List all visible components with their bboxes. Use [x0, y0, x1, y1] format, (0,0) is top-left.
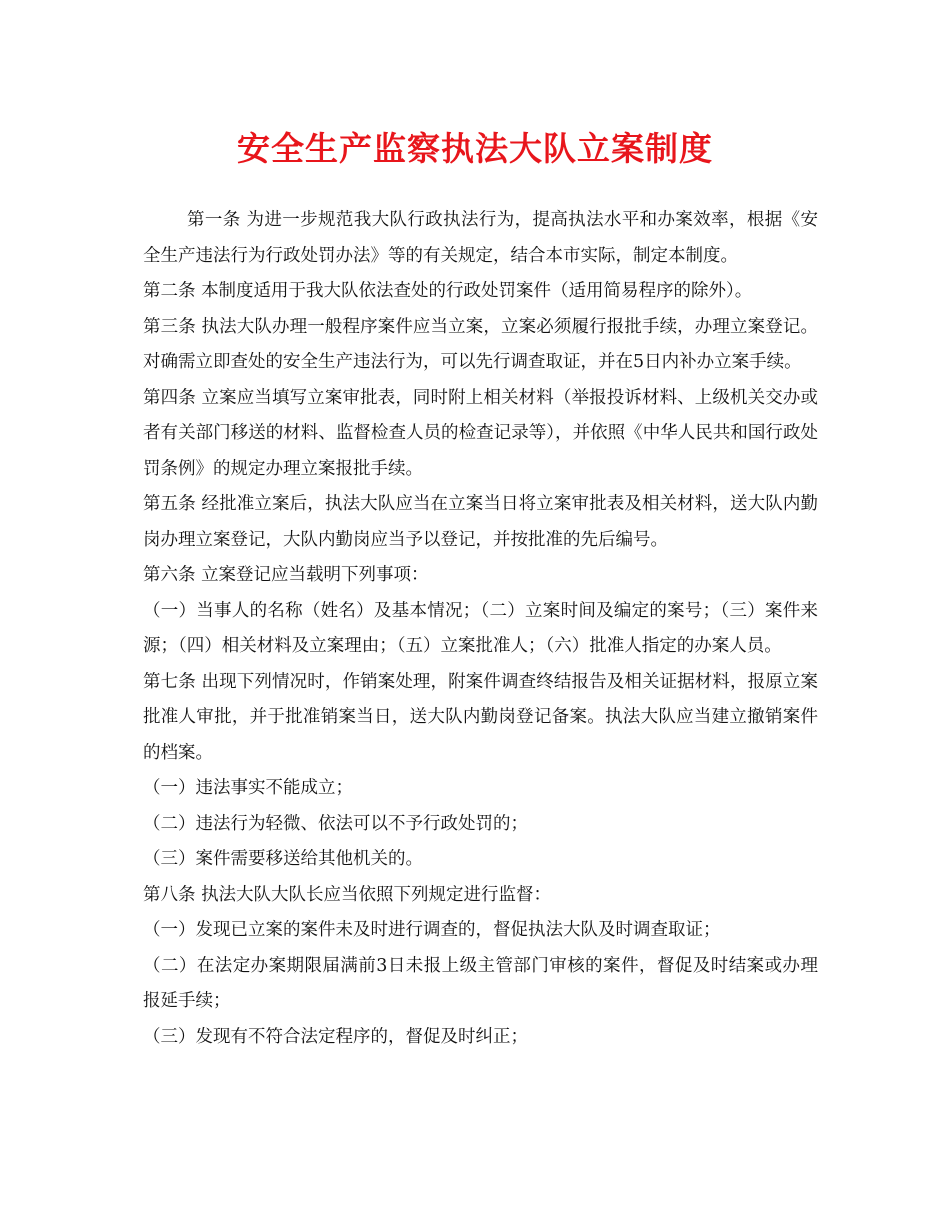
article-7-item-1: （一）违法事实不能成立；	[143, 778, 353, 798]
article-8-item-2: （二）在法定办案期限届满前3日未报上级主管部门审核的案件，督促及时结案或办理报延手续；	[143, 955, 818, 1011]
document-title: 安全生产监察执法大队立案制度	[237, 129, 713, 168]
article-2-paragraph: 第二条 本制度适用于我大队依法查处的行政处罚案件（适用简易程序的除外）。	[143, 281, 753, 301]
article-8-item-3: （三）发现有不符合法定程序的，督促及时纠正；	[143, 1026, 528, 1047]
article-7-item-3: （三）案件需要移送给其他机关的。	[143, 849, 423, 869]
document-body	[143, 203, 818, 1055]
article-8-item-1: （一）发现已立案的案件未及时进行调查的，督促执法大队及时调查取证；	[143, 920, 721, 940]
article-7-item-2: （二）违法行为轻微、依法可以不予行政处罚的；	[143, 813, 528, 834]
article-4-paragraph: 第四条 立案应当填写立案审批表，同时附上相关材料（举报投诉材料、上级机关交办或者有关部门移送的材料、监督检查人员的检查记录等），并依照《中华人民共和国行政处罚条例》的规定办理立案报批手续。	[143, 387, 818, 479]
article-1-paragraph: 第一条 为进一步规范我大队行政执法行为，提高执法水平和办案效率，根据《安全生产违法行为行政处罚办法》等的有关规定，结合本市实际，制定本制度。	[143, 210, 818, 266]
article-6-paragraph: 第六条 立案登记应当载明下列事项：	[143, 565, 429, 585]
article-5-paragraph: 第五条 经批准立案后，执法大队应当在立案当日将立案审批表及相关材料，送大队内勤岗办理立案登记，大队内勤岗应当予以登记，并按批准的先后编号。	[143, 494, 818, 550]
article-6-items-paragraph: （一）当事人的名称（姓名）及基本情况；（二）立案时间及编定的案号；（三）案件来源；（四）相关材料及立案理由；（五）立案批准人；（六）批准人指定的办案人员。	[143, 600, 818, 656]
article-3-paragraph: 第三条 执法大队办理一般程序案件应当立案，立案必须履行报批手续，办理立案登记。对确需立即查处的安全生产违法行为，可以先行调查取证，并在5日内补办立案手续。	[143, 316, 818, 372]
article-7-paragraph: 第七条 出现下列情况时，作销案处理，附案件调查终结报告及相关证据材料，报原立案批准人审批，并于批准销案当日，送大队内勤岗登记备案。执法大队应当建立撤销案件的档案。	[143, 671, 818, 763]
article-8-paragraph: 第八条 执法大队大队长应当依照下列规定进行监督：	[143, 884, 552, 905]
